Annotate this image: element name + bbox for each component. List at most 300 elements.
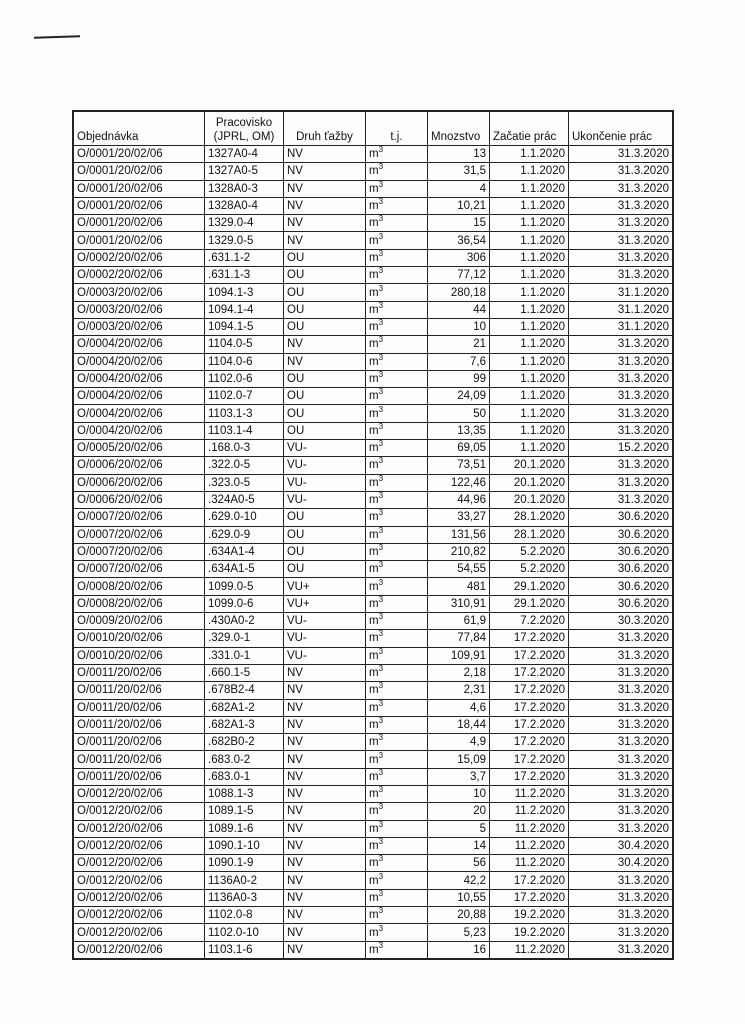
unit-base: m (369, 597, 379, 610)
table-row (73, 941, 673, 959)
cell-pracovisko: 1090.1-9 (205, 855, 284, 872)
cell-mnozstvo: 18,44 (428, 716, 490, 733)
table-row (73, 751, 673, 768)
unit-exponent: 3 (378, 422, 384, 432)
table-row (73, 613, 673, 630)
cell-pracovisko: .631.1-2 (205, 249, 284, 266)
table-row (73, 163, 673, 180)
table-row (73, 803, 673, 820)
cell-tj (366, 336, 428, 353)
cell-objednavka: O/0004/20/02/06 (73, 336, 205, 353)
unit-exponent: 3 (378, 629, 384, 639)
cell-objednavka: O/0004/20/02/06 (73, 422, 205, 439)
cell-ukoncenie: 31.3.2020 (569, 491, 674, 508)
cell-objednavka: O/0011/20/02/06 (73, 699, 205, 716)
cell-zaciatok: 1.1.2020 (490, 146, 569, 163)
cell-ukoncenie: 15.2.2020 (569, 440, 674, 457)
cell-pracovisko: .324A0-5 (205, 491, 284, 508)
cell-mnozstvo: 10 (428, 318, 490, 335)
cell-tj (366, 785, 428, 802)
unit-base: m (369, 355, 379, 368)
cell-tj (366, 630, 428, 647)
unit-base: m (369, 286, 379, 299)
cell-druh-tazby: VU- (284, 630, 366, 647)
cell-pracovisko: 1094.1-4 (205, 301, 284, 318)
unit-base: m (369, 857, 379, 870)
cell-pracovisko: 1104.0-6 (205, 353, 284, 370)
cell-ukoncenie: 31.3.2020 (569, 803, 674, 820)
cell-zaciatok: 29.1.2020 (490, 578, 569, 595)
unit-base: m (369, 874, 379, 887)
cell-zaciatok: 1.1.2020 (490, 388, 569, 405)
cell-zaciatok: 11.2.2020 (490, 820, 569, 837)
cell-ukoncenie: 31.3.2020 (569, 647, 674, 664)
unit-base: m (369, 736, 379, 749)
cell-tj (366, 215, 428, 232)
cell-mnozstvo: 2,18 (428, 664, 490, 681)
cell-objednavka: O/0011/20/02/06 (73, 682, 205, 699)
cell-mnozstvo: 20 (428, 803, 490, 820)
table-row (73, 491, 673, 508)
unit-exponent: 3 (378, 647, 384, 656)
unit-base: m (369, 528, 379, 541)
cell-objednavka: O/0004/20/02/06 (73, 370, 205, 387)
cell-ukoncenie: 31.3.2020 (569, 370, 674, 387)
cell-druh-tazby: NV (284, 803, 366, 820)
cell-objednavka: O/0007/20/02/06 (73, 526, 205, 543)
cell-pracovisko: .682A1-2 (205, 699, 284, 716)
cell-objednavka: O/0006/20/02/06 (73, 474, 205, 491)
header-pracovisko-line2: (JPRL, OM) (213, 131, 275, 143)
unit-base: m (369, 321, 379, 334)
cell-zaciatok: 17.2.2020 (490, 699, 569, 716)
cell-objednavka: O/0003/20/02/06 (73, 284, 205, 301)
cell-objednavka: O/0001/20/02/06 (73, 197, 205, 214)
cell-objednavka: O/0006/20/02/06 (73, 457, 205, 474)
cell-zaciatok: 1.1.2020 (490, 267, 569, 284)
cell-pracovisko: .323.0-5 (205, 474, 284, 491)
cell-objednavka: O/0001/20/02/06 (73, 232, 205, 249)
cell-mnozstvo: 15 (428, 215, 490, 232)
unit-exponent: 3 (378, 664, 384, 674)
cell-pracovisko: .678B2-4 (205, 682, 284, 699)
cell-tj (366, 889, 428, 906)
unit-exponent: 3 (378, 906, 384, 916)
cell-zaciatok: 17.2.2020 (490, 768, 569, 785)
unit-exponent: 3 (378, 214, 384, 224)
cell-tj (366, 820, 428, 837)
cell-zaciatok: 1.1.2020 (490, 180, 569, 197)
cell-ukoncenie: 30.6.2020 (569, 509, 674, 526)
unit-exponent: 3 (378, 750, 384, 760)
cell-pracovisko: 1104.0-5 (205, 336, 284, 353)
table-row (73, 388, 673, 405)
cell-mnozstvo: 44 (428, 301, 490, 318)
unit-base: m (369, 251, 379, 264)
cell-tj (366, 370, 428, 387)
cell-ukoncenie: 31.3.2020 (569, 163, 674, 180)
cell-zaciatok: 7.2.2020 (490, 613, 569, 630)
cell-objednavka: O/0012/20/02/06 (73, 924, 205, 941)
cell-druh-tazby: NV (284, 820, 366, 837)
unit-exponent: 3 (378, 612, 384, 622)
cell-ukoncenie: 31.3.2020 (569, 907, 674, 924)
cell-objednavka: O/0011/20/02/06 (73, 751, 205, 768)
cell-objednavka: O/0010/20/02/06 (73, 647, 205, 664)
table-row (73, 353, 673, 370)
cell-ukoncenie: 30.6.2020 (569, 543, 674, 560)
cell-pracovisko: 1099.0-5 (205, 578, 284, 595)
unit-exponent: 3 (378, 370, 384, 380)
cell-objednavka: O/0012/20/02/06 (73, 855, 205, 872)
unit-exponent: 3 (378, 145, 384, 155)
table-row (73, 647, 673, 664)
table-row (73, 509, 673, 526)
cell-ukoncenie: 31.3.2020 (569, 682, 674, 699)
table-row (73, 578, 673, 595)
cell-mnozstvo: 56 (428, 855, 490, 872)
cell-druh-tazby: VU- (284, 474, 366, 491)
cell-mnozstvo: 16 (428, 941, 490, 959)
unit-exponent: 3 (378, 941, 384, 950)
header-zaciatok: Začatie prác (490, 111, 569, 146)
unit-exponent: 3 (378, 699, 384, 708)
cell-pracovisko: 1094.1-3 (205, 284, 284, 301)
cell-tj (366, 734, 428, 751)
unit-base: m (369, 909, 379, 922)
cell-mnozstvo: 4 (428, 180, 490, 197)
cell-zaciatok: 17.2.2020 (490, 647, 569, 664)
cell-ukoncenie: 31.3.2020 (569, 889, 674, 906)
cell-pracovisko: .634A1-5 (205, 561, 284, 578)
cell-druh-tazby: OU (284, 422, 366, 439)
cell-pracovisko: 1102.0-10 (205, 924, 284, 941)
cell-tj (366, 405, 428, 422)
cell-pracovisko: .682A1-3 (205, 716, 284, 733)
cell-druh-tazby: OU (284, 318, 366, 335)
cell-zaciatok: 1.1.2020 (490, 318, 569, 335)
table-row (73, 907, 673, 924)
cell-pracovisko: 1328A0-3 (205, 180, 284, 197)
cell-druh-tazby: VU+ (284, 595, 366, 612)
cell-zaciatok: 17.2.2020 (490, 734, 569, 751)
cell-mnozstvo: 5,23 (428, 924, 490, 941)
cell-ukoncenie: 31.3.2020 (569, 422, 674, 439)
cell-pracovisko: 1136A0-3 (205, 889, 284, 906)
cell-ukoncenie: 31.3.2020 (569, 249, 674, 266)
cell-zaciatok: 1.1.2020 (490, 422, 569, 439)
cell-tj (366, 284, 428, 301)
cell-zaciatok: 17.2.2020 (490, 716, 569, 733)
cell-pracovisko: .329.0-1 (205, 630, 284, 647)
unit-exponent: 3 (378, 491, 384, 501)
cell-pracovisko: .682B0-2 (205, 734, 284, 751)
cell-druh-tazby: VU- (284, 613, 366, 630)
cell-objednavka: O/0008/20/02/06 (73, 578, 205, 595)
unit-exponent: 3 (378, 283, 384, 293)
table-row (73, 785, 673, 802)
cell-mnozstvo: 13 (428, 146, 490, 163)
cell-pracovisko: 1102.0-7 (205, 388, 284, 405)
cell-mnozstvo: 3,7 (428, 768, 490, 785)
cell-tj (366, 474, 428, 491)
table-row (73, 301, 673, 318)
header-objednavka: Objednávka (73, 111, 205, 146)
cell-pracovisko: 1329.0-4 (205, 215, 284, 232)
header-mnozstvo: Mnozstvo (428, 111, 490, 146)
table-row (73, 630, 673, 647)
unit-base: m (369, 303, 379, 316)
unit-exponent: 3 (378, 785, 384, 795)
cell-zaciatok: 29.1.2020 (490, 595, 569, 612)
cell-objednavka: O/0006/20/02/06 (73, 491, 205, 508)
cell-objednavka: O/0008/20/02/06 (73, 595, 205, 612)
unit-base: m (369, 822, 379, 835)
cell-druh-tazby: NV (284, 716, 366, 733)
cell-mnozstvo: 54,55 (428, 561, 490, 578)
cell-objednavka: O/0004/20/02/06 (73, 405, 205, 422)
cell-druh-tazby: NV (284, 855, 366, 872)
cell-druh-tazby: NV (284, 751, 366, 768)
cell-objednavka: O/0001/20/02/06 (73, 215, 205, 232)
table-row (73, 699, 673, 716)
cell-druh-tazby: OU (284, 388, 366, 405)
cell-druh-tazby: NV (284, 785, 366, 802)
cell-objednavka: O/0002/20/02/06 (73, 249, 205, 266)
cell-tj (366, 924, 428, 941)
table-row (73, 924, 673, 941)
unit-base: m (369, 494, 379, 507)
cell-pracovisko: .629.0-9 (205, 526, 284, 543)
cell-mnozstvo: 36,54 (428, 232, 490, 249)
cell-zaciatok: 5.2.2020 (490, 543, 569, 560)
cell-pracovisko: 1136A0-2 (205, 872, 284, 889)
cell-mnozstvo: 61,9 (428, 613, 490, 630)
cell-ukoncenie: 31.3.2020 (569, 474, 674, 491)
table-row (73, 284, 673, 301)
unit-exponent: 3 (378, 456, 384, 466)
cell-zaciatok: 20.1.2020 (490, 457, 569, 474)
cell-ukoncenie: 31.3.2020 (569, 388, 674, 405)
cell-mnozstvo: 44,96 (428, 491, 490, 508)
unit-exponent: 3 (378, 249, 384, 259)
cell-zaciatok: 17.2.2020 (490, 682, 569, 699)
cell-ukoncenie: 31.3.2020 (569, 924, 674, 941)
table-row (73, 267, 673, 284)
cell-tj (366, 526, 428, 543)
cell-pracovisko: 1090.1-10 (205, 837, 284, 854)
unit-exponent: 3 (378, 180, 384, 189)
cell-tj (366, 318, 428, 335)
unit-base: m (369, 701, 379, 714)
table-header (73, 111, 673, 146)
table-row (73, 872, 673, 889)
cell-tj (366, 388, 428, 405)
table-row (73, 768, 673, 785)
cell-objednavka: O/0005/20/02/06 (73, 440, 205, 457)
cell-tj (366, 457, 428, 474)
cell-pracovisko: 1099.0-6 (205, 595, 284, 612)
cell-mnozstvo: 77,84 (428, 630, 490, 647)
cell-ukoncenie: 31.3.2020 (569, 785, 674, 802)
cell-objednavka: O/0001/20/02/06 (73, 180, 205, 197)
cell-tj (366, 941, 428, 959)
cell-tj (366, 249, 428, 266)
unit-exponent: 3 (378, 577, 384, 587)
table-row (73, 405, 673, 422)
cell-tj (366, 543, 428, 560)
table-row (73, 440, 673, 457)
unit-exponent: 3 (378, 474, 384, 483)
cell-pracovisko: 1329.0-5 (205, 232, 284, 249)
unit-base: m (369, 926, 379, 939)
unit-exponent: 3 (378, 353, 384, 362)
cell-zaciatok: 1.1.2020 (490, 163, 569, 180)
unit-base: m (369, 459, 379, 472)
cell-druh-tazby: OU (284, 249, 366, 266)
cell-mnozstvo: 14 (428, 837, 490, 854)
unit-exponent: 3 (378, 768, 384, 777)
cell-tj (366, 578, 428, 595)
cell-objednavka: O/0012/20/02/06 (73, 941, 205, 959)
cell-zaciatok: 1.1.2020 (490, 336, 569, 353)
cell-ukoncenie: 30.4.2020 (569, 837, 674, 854)
cell-tj (366, 440, 428, 457)
unit-exponent: 3 (378, 387, 384, 397)
cell-mnozstvo: 42,2 (428, 872, 490, 889)
unit-base: m (369, 234, 379, 247)
table-row (73, 820, 673, 837)
cell-druh-tazby: NV (284, 180, 366, 197)
cell-pracovisko: 1094.1-5 (205, 318, 284, 335)
cell-druh-tazby: NV (284, 924, 366, 941)
unit-base: m (369, 649, 379, 662)
cell-objednavka: O/0004/20/02/06 (73, 353, 205, 370)
cell-mnozstvo: 210,82 (428, 543, 490, 560)
cell-zaciatok: 19.2.2020 (490, 924, 569, 941)
cell-pracovisko: 1327A0-4 (205, 146, 284, 163)
cell-mnozstvo: 4,9 (428, 734, 490, 751)
unit-exponent: 3 (378, 560, 384, 570)
cell-mnozstvo: 24,09 (428, 388, 490, 405)
cell-zaciatok: 1.1.2020 (490, 301, 569, 318)
cell-ukoncenie: 31.1.2020 (569, 284, 674, 301)
cell-ukoncenie: 31.1.2020 (569, 318, 674, 335)
cell-druh-tazby: OU (284, 267, 366, 284)
cell-objednavka: O/0011/20/02/06 (73, 734, 205, 751)
cell-tj (366, 751, 428, 768)
cell-ukoncenie: 30.6.2020 (569, 595, 674, 612)
cell-zaciatok: 28.1.2020 (490, 509, 569, 526)
cell-tj (366, 491, 428, 508)
cell-druh-tazby: NV (284, 197, 366, 214)
cell-objednavka: O/0002/20/02/06 (73, 267, 205, 284)
cell-mnozstvo: 77,12 (428, 267, 490, 284)
cell-tj (366, 232, 428, 249)
unit-exponent: 3 (378, 854, 384, 864)
cell-ukoncenie: 31.1.2020 (569, 301, 674, 318)
cell-mnozstvo: 50 (428, 405, 490, 422)
unit-exponent: 3 (378, 404, 384, 414)
cell-ukoncenie: 30.3.2020 (569, 613, 674, 630)
cell-druh-tazby: NV (284, 215, 366, 232)
table-row (73, 197, 673, 214)
cell-zaciatok: 17.2.2020 (490, 664, 569, 681)
cell-objednavka: O/0012/20/02/06 (73, 872, 205, 889)
cell-ukoncenie: 31.3.2020 (569, 457, 674, 474)
cell-tj (366, 682, 428, 699)
cell-druh-tazby: NV (284, 768, 366, 785)
unit-base: m (369, 891, 379, 904)
cell-zaciatok: 17.2.2020 (490, 872, 569, 889)
cell-druh-tazby: VU- (284, 457, 366, 474)
cell-pracovisko: .168.0-3 (205, 440, 284, 457)
unit-base: m (369, 390, 379, 403)
cell-ukoncenie: 31.3.2020 (569, 820, 674, 837)
unit-exponent: 3 (378, 923, 384, 933)
cell-pracovisko: 1328A0-4 (205, 197, 284, 214)
cell-mnozstvo: 20,88 (428, 907, 490, 924)
unit-base: m (369, 718, 379, 731)
unit-base: m (369, 840, 379, 853)
cell-tj (366, 872, 428, 889)
table-row (73, 215, 673, 232)
cell-ukoncenie: 31.3.2020 (569, 630, 674, 647)
table-row (73, 370, 673, 387)
cell-mnozstvo: 7,6 (428, 353, 490, 370)
cell-ukoncenie: 31.3.2020 (569, 941, 674, 959)
cell-pracovisko: 1103.1-3 (205, 405, 284, 422)
unit-exponent: 3 (378, 318, 384, 328)
unit-base: m (369, 373, 379, 385)
cell-objednavka: O/0012/20/02/06 (73, 820, 205, 837)
cell-objednavka: O/0011/20/02/06 (73, 664, 205, 681)
unit-base: m (369, 407, 379, 420)
cell-ukoncenie: 31.3.2020 (569, 353, 674, 370)
cell-objednavka: O/0001/20/02/06 (73, 163, 205, 180)
cell-objednavka: O/0001/20/02/06 (73, 146, 205, 163)
cell-objednavka: O/0012/20/02/06 (73, 889, 205, 906)
unit-exponent: 3 (378, 335, 384, 345)
cell-mnozstvo: 310,91 (428, 595, 490, 612)
cell-tj (366, 855, 428, 872)
cell-mnozstvo: 4,6 (428, 699, 490, 716)
cell-ukoncenie: 31.3.2020 (569, 146, 674, 163)
cell-zaciatok: 1.1.2020 (490, 284, 569, 301)
cell-pracovisko: 1089.1-5 (205, 803, 284, 820)
table-row (73, 146, 673, 163)
cell-zaciatok: 1.1.2020 (490, 232, 569, 249)
cell-tj (366, 699, 428, 716)
table-row (73, 734, 673, 751)
cell-objednavka: O/0012/20/02/06 (73, 785, 205, 802)
cell-druh-tazby: NV (284, 163, 366, 180)
table-row (73, 837, 673, 854)
table-row (73, 457, 673, 474)
cell-objednavka: O/0007/20/02/06 (73, 543, 205, 560)
cell-pracovisko: .322.0-5 (205, 457, 284, 474)
cell-zaciatok: 11.2.2020 (490, 855, 569, 872)
unit-exponent: 3 (378, 543, 384, 553)
unit-exponent: 3 (378, 439, 384, 449)
cell-druh-tazby: NV (284, 699, 366, 716)
unit-exponent: 3 (378, 716, 384, 726)
unit-base: m (369, 788, 379, 801)
cell-zaciatok: 17.2.2020 (490, 751, 569, 768)
cell-druh-tazby: OU (284, 543, 366, 560)
cell-tj (366, 353, 428, 370)
cell-objednavka: O/0011/20/02/06 (73, 716, 205, 733)
